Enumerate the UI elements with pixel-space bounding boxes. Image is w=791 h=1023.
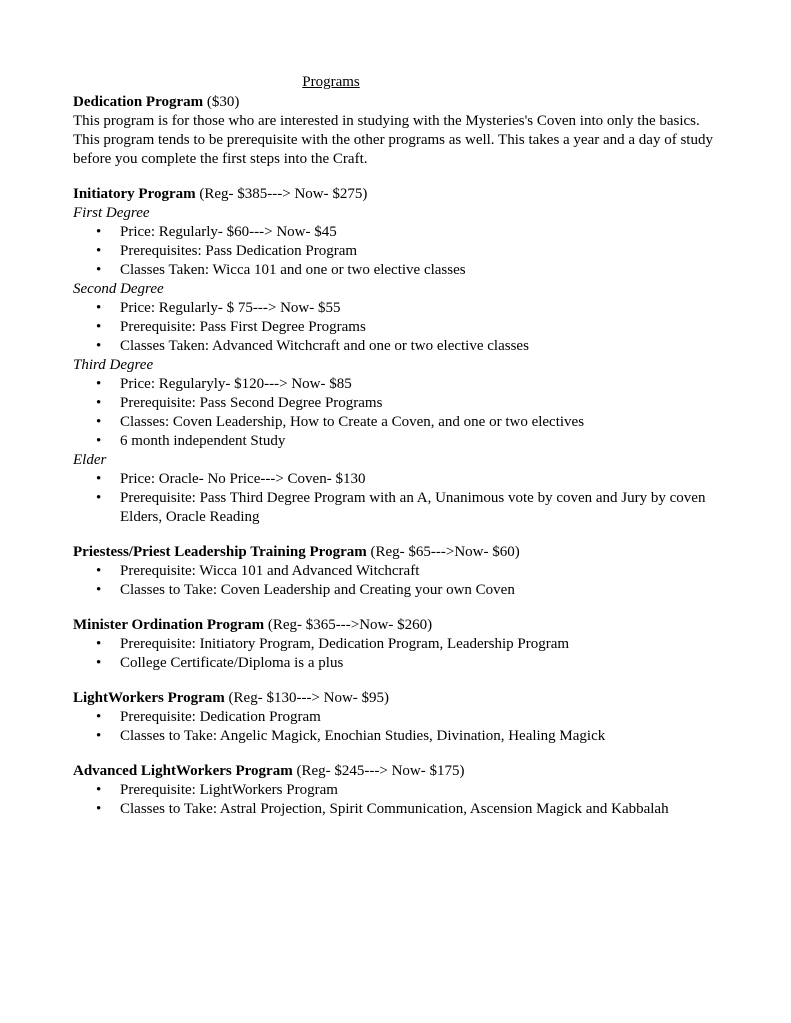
list-item: • Prerequisites: Pass Dedication Program [96, 243, 358, 259]
bullet-icon: • [96, 782, 102, 798]
bullet-icon: • [96, 376, 102, 392]
program-heading [73, 185, 723, 204]
bullet-icon: • [96, 338, 102, 354]
bullet-icon: • [96, 224, 102, 240]
bullet-list [73, 708, 723, 746]
bullet-list [73, 635, 723, 673]
program-name: Advanced LightWorkers Program [73, 763, 293, 779]
program-name: Dedication Program [73, 94, 204, 110]
program-price: (Reg- $385---> Now- $275) [195, 186, 368, 202]
advanced-lightworkers-section [73, 762, 723, 819]
program-price: (Reg- $65--->Now- $60) [366, 544, 520, 560]
program-price: ($30) [203, 94, 240, 110]
leadership-section [73, 543, 723, 600]
list-item: • Classes: Coven Leadership, How to Create a Coven, and one or two electives [96, 414, 585, 430]
minister-section [73, 616, 723, 673]
bullet-list [73, 375, 723, 451]
program-heading [73, 93, 723, 112]
bullet-icon: • [96, 300, 102, 316]
bullet-icon: • [96, 582, 102, 598]
bullet-icon: • [96, 709, 102, 725]
bullet-icon: • [96, 433, 102, 449]
bullet-icon: • [96, 490, 102, 506]
list-item: • Prerequisite: Initiatory Program, Dedication Program, Leadership Program [96, 636, 570, 652]
degree-label: Elder [73, 452, 107, 468]
program-description: This program is for those who are interested in studying with the Mysteries's Coven into only the basics. This program tends to be prerequisite with the other programs as well. This takes a year and a day of study before you complete the first steps into the Craft. [73, 113, 713, 167]
list-item: • Prerequisite: Wicca 101 and Advanced Witchcraft [96, 563, 420, 579]
list-item: • Classes to Take: Astral Projection, Spirit Communication, Ascension Magick and Kabbalah [96, 801, 669, 817]
program-price: (Reg- $245---> Now- $175) [292, 763, 465, 779]
list-item: • Price: Regularly- $ 75---> Now- $55 [96, 300, 341, 316]
initiatory-section [73, 185, 723, 527]
bullet-icon: • [96, 414, 102, 430]
list-item: • Classes Taken: Advanced Witchcraft and one or two elective classes [96, 338, 529, 354]
program-name: Initiatory Program [73, 186, 196, 202]
list-item: • Prerequisite: Pass First Degree Programs [96, 319, 366, 335]
bullet-icon: • [96, 801, 102, 817]
list-item: • Price: Regularly- $60---> Now- $45 [96, 224, 337, 240]
list-item: • Prerequisite: Dedication Program [96, 709, 321, 725]
bullet-list [73, 299, 723, 356]
list-item: • Classes to Take: Coven Leadership and Creating your own Coven [96, 582, 515, 598]
bullet-list [73, 562, 723, 600]
bullet-icon: • [96, 655, 102, 671]
list-item: • Classes Taken: Wicca 101 and one or two elective classes [96, 262, 466, 278]
bullet-icon: • [96, 262, 102, 278]
program-heading [73, 616, 723, 635]
bullet-list [73, 223, 723, 280]
program-name: Minister Ordination Program [73, 617, 265, 633]
page-title: Programs [302, 74, 360, 90]
list-item: • College Certificate/Diploma is a plus [96, 655, 344, 671]
program-heading [73, 762, 723, 781]
bullet-icon: • [96, 563, 102, 579]
list-item: • Classes to Take: Angelic Magick, Enochian Studies, Divination, Healing Magick [96, 728, 606, 744]
list-item: • 6 month independent Study [96, 433, 286, 449]
degree-label: Third Degree [73, 357, 154, 373]
bullet-icon: • [96, 243, 102, 259]
bullet-list [73, 781, 723, 819]
program-price: (Reg- $130---> Now- $95) [224, 690, 390, 706]
bullet-list [73, 470, 723, 527]
list-item: • Price: Regularyly- $120---> Now- $85 [96, 376, 352, 392]
program-name: LightWorkers Program [73, 690, 225, 706]
lightworkers-section [73, 689, 723, 746]
list-item: • Price: Oracle- No Price---> Coven- $130 [96, 471, 366, 487]
program-price: (Reg- $365--->Now- $260) [264, 617, 433, 633]
document-page [73, 73, 723, 819]
list-item: • Prerequisite: Pass Third Degree Program with an A, Unanimous vote by coven and Jury by coven Elders, Oracle Reading [96, 490, 706, 525]
degree-label: First Degree [73, 205, 150, 221]
list-item: • Prerequisite: LightWorkers Program [96, 782, 338, 798]
bullet-icon: • [96, 636, 102, 652]
dedication-section [73, 93, 723, 169]
program-heading [73, 689, 723, 708]
bullet-icon: • [96, 395, 102, 411]
degree-label: Second Degree [73, 281, 164, 297]
bullet-icon: • [96, 319, 102, 335]
program-heading [73, 543, 723, 562]
bullet-icon: • [96, 471, 102, 487]
list-item: • Prerequisite: Pass Second Degree Programs [96, 395, 383, 411]
bullet-icon: • [96, 728, 102, 744]
program-name: Priestess/Priest Leadership Training Program [73, 544, 367, 560]
